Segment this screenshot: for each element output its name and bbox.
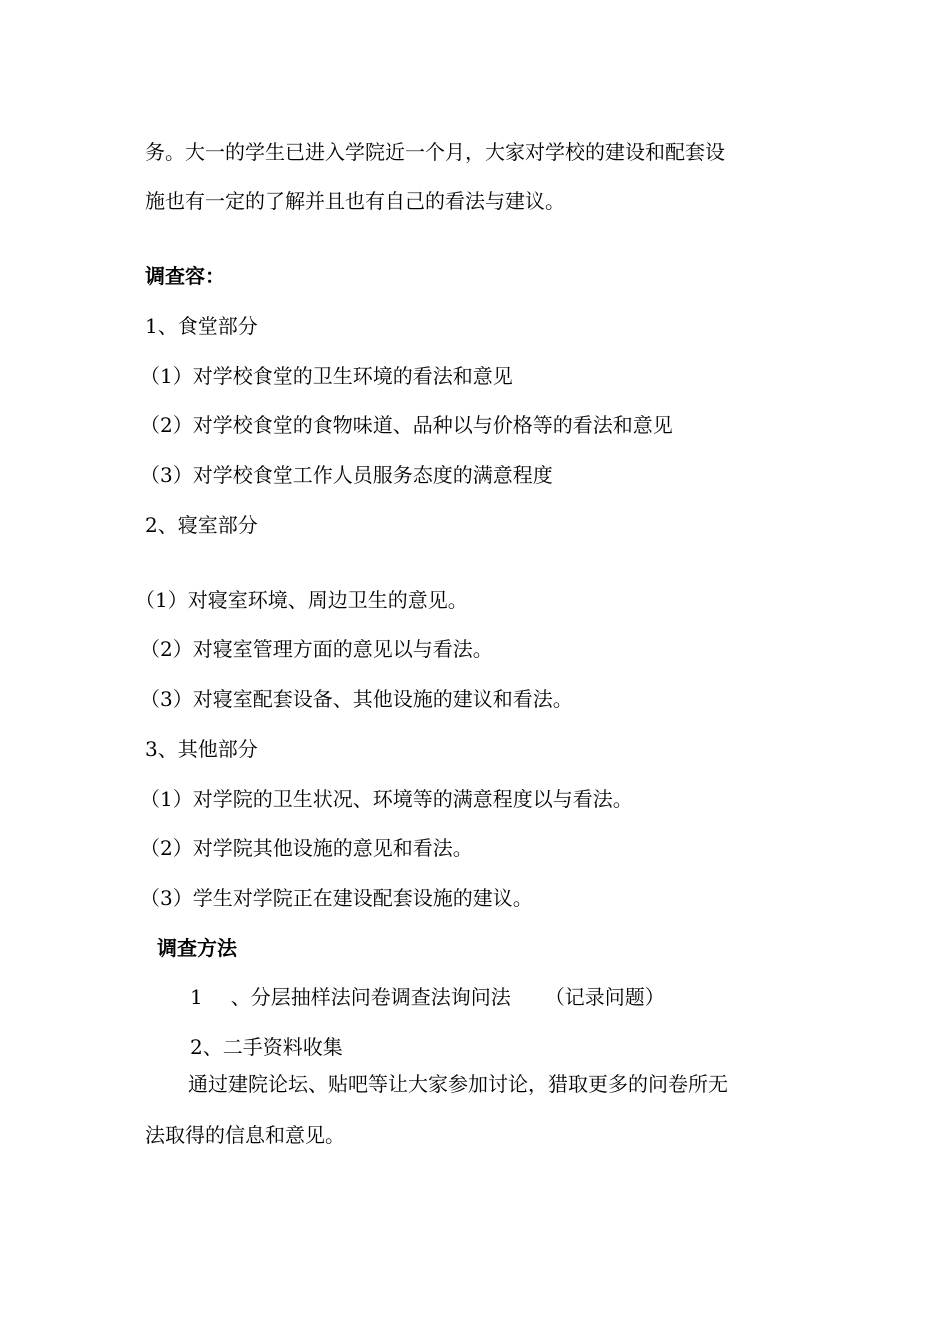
method-heading: 调查方法 — [157, 936, 237, 960]
method-item-2: 2、二手资料收集 — [190, 1035, 343, 1059]
other-item-2: （2）对学院其他设施的意见和看法。 — [140, 836, 473, 860]
dorm-item-3: （3）对寝室配套设备、其他设施的建议和看法。 — [140, 687, 573, 711]
dorm-item-1: （1）对寝室环境、周边卫生的意见。 — [135, 588, 468, 612]
method-para-line-2: 法取得的信息和意见。 — [145, 1123, 345, 1147]
other-item-3: （3）学生对学院正在建设配套设施的建议。 — [140, 886, 533, 910]
intro-line-2: 施也有一定的了解并且也有自己的看法与建议。 — [145, 189, 565, 213]
canteen-item-3: （3）对学校食堂工作人员服务态度的满意程度 — [140, 463, 553, 487]
dorm-item-2: （2）对寝室管理方面的意见以与看法。 — [140, 637, 493, 661]
method-item-1-note: （记录问题） — [544, 985, 665, 1009]
other-item-1: （1）对学院的卫生状况、环境等的满意程度以与看法。 — [140, 787, 633, 811]
method-item-1-number: 1 — [190, 985, 203, 1009]
intro-line-1: 务。大一的学生已进入学院近一个月，大家对学校的建设和配套设 — [145, 140, 725, 164]
method-item-1 — [190, 984, 665, 1010]
section-title-other: 3、其他部分 — [145, 737, 258, 761]
method-item-1-text: 、分层抽样法问卷调查法询问法 — [230, 985, 511, 1009]
canteen-item-2: （2）对学校食堂的食物味道、品种以与价格等的看法和意见 — [140, 413, 673, 437]
method-para-line-1: 通过建院论坛、贴吧等让大家参加讨论，猎取更多的问卷所无 — [188, 1072, 728, 1096]
canteen-item-1: （1）对学校食堂的卫生环境的看法和意见 — [140, 364, 513, 388]
content-heading: 调查容： — [145, 264, 225, 288]
section-title-dorm: 2、寝室部分 — [145, 513, 258, 537]
section-title-canteen: 1、食堂部分 — [145, 314, 258, 338]
